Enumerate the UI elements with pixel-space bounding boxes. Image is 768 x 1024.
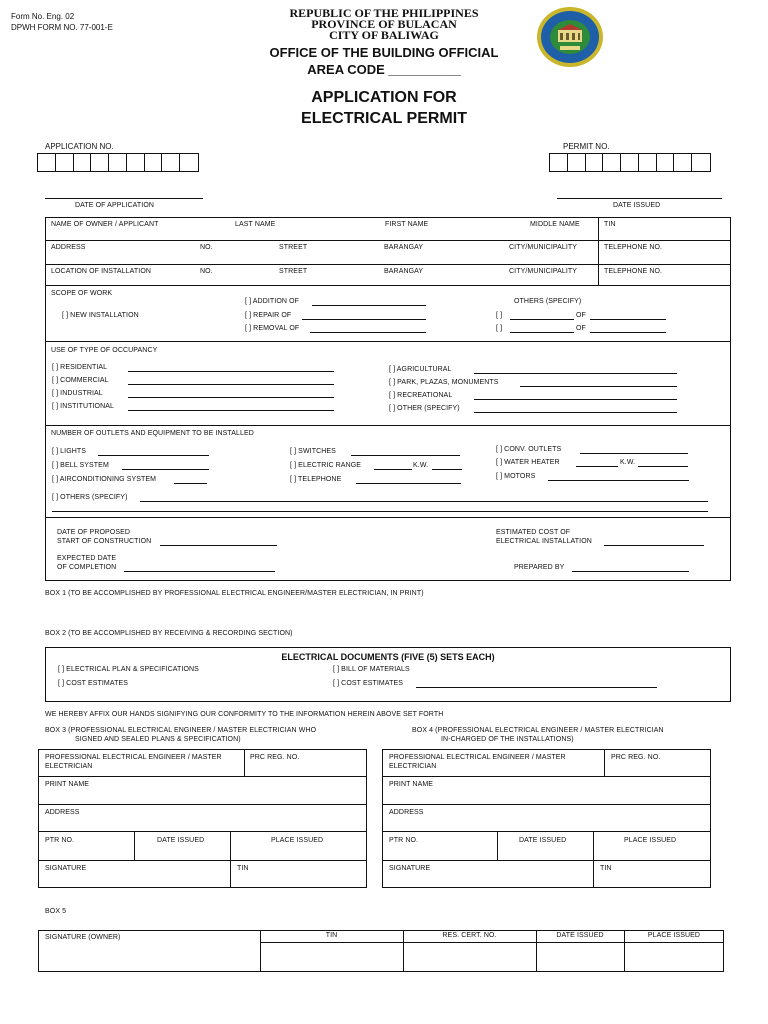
expected-date-field[interactable] — [124, 571, 275, 572]
outlets-telephone[interactable]: [ ] TELEPHONE — [290, 476, 342, 483]
box4-tin-label: TIN — [600, 865, 612, 872]
location-barangay-label: BARANGAY — [384, 268, 424, 275]
box5-date-issued-label: DATE ISSUED — [556, 932, 604, 939]
box5-res-cert-label: RES. CERT. NO. — [442, 932, 497, 939]
occupancy-commercial[interactable]: [ ] COMMERCIAL — [52, 377, 109, 384]
occupancy-label: USE OF TYPE OF OCCUPANCY — [51, 347, 158, 354]
date-issued-field[interactable] — [557, 198, 722, 199]
box5-label: BOX 5 — [45, 908, 67, 915]
header-province: PROVINCE OF BULACAN — [311, 17, 457, 31]
cost-label-1: ESTIMATED COST OF — [496, 529, 571, 536]
address-no-label: NO. — [200, 244, 213, 251]
cost-field[interactable] — [604, 545, 704, 546]
occupancy-parks[interactable]: [ ] PARK, PLAZAS, MONUMENTS — [389, 379, 499, 386]
box3-signature-label: SIGNATURE — [45, 865, 87, 872]
box5-signature-owner-label: SIGNATURE (OWNER) — [45, 934, 121, 941]
box4-ptr-label: PTR NO. — [389, 837, 419, 844]
header-area-code: AREA CODE __________ — [307, 62, 461, 77]
address-city-label: CITY/MUNICIPALITY — [509, 244, 578, 251]
scope-label: SCOPE OF WORK — [51, 290, 113, 297]
box4-heading-2: IN-CHARGED OF THE INSTALLATIONS) — [441, 736, 574, 743]
box3-date-issued-label: DATE ISSUED — [157, 837, 205, 844]
doc-bill-of-materials[interactable]: [ ] BILL OF MATERIALS — [333, 666, 410, 673]
scope-others-checkbox-2[interactable]: [ ] — [496, 325, 503, 332]
location-street-label: STREET — [279, 268, 308, 275]
city-seal-logo — [536, 6, 604, 68]
box3-place-issued-label: PLACE ISSUED — [271, 837, 324, 844]
box3-print-name-label: PRINT NAME — [45, 781, 90, 788]
address-label: ADDRESS — [51, 244, 86, 251]
owner-tin-label: TIN — [604, 221, 616, 228]
occupancy-recreational[interactable]: [ ] RECREATIONAL — [389, 392, 453, 399]
last-name-label: LAST NAME — [235, 221, 276, 228]
location-telephone-label: TELEPHONE NO. — [604, 268, 663, 275]
outlets-aircon[interactable]: [ ] AIRCONDITIONING SYSTEM — [52, 476, 157, 483]
repair-of-checkbox[interactable]: [ ] REPAIR OF — [245, 312, 292, 319]
box4-pro-label-1: PROFESSIONAL ELECTRICAL ENGINEER / MASTER — [389, 754, 566, 761]
box3-pro-label-1: PROFESSIONAL ELECTRICAL ENGINEER / MASTER — [45, 754, 222, 761]
outlets-water-heater[interactable]: [ ] WATER HEATER — [496, 459, 560, 466]
outlets-bell-system[interactable]: [ ] BELL SYSTEM — [52, 462, 109, 469]
expected-date-label-2: OF COMPLETION — [57, 564, 117, 571]
box3-tin-label: TIN — [237, 865, 249, 872]
documents-title: ELECTRICAL DOCUMENTS (FIVE (5) SETS EACH) — [281, 652, 495, 662]
box3-address-label: ADDRESS — [45, 809, 80, 816]
box4-heading-1: BOX 4 (PROFESSIONAL ELECTRICAL ENGINEER / MASTER ELECTRICIAN — [412, 727, 664, 734]
application-no-label: APPLICATION NO. — [45, 142, 114, 151]
proposed-date-label-2: START OF CONSTRUCTION — [57, 538, 152, 545]
prepared-by-field[interactable] — [572, 571, 689, 572]
location-city-label: CITY/MUNICIPALITY — [509, 268, 578, 275]
conformity-statement: WE HEREBY AFFIX OUR HANDS SIGNIFYING OUR CONFORMITY TO THE INFORMATION HEREIN ABOVE SET FORTH — [45, 711, 444, 718]
occupancy-institutional[interactable]: [ ] INSTITUTIONAL — [52, 403, 114, 410]
date-issued-label: DATE ISSUED — [613, 202, 661, 209]
scope-others-of-1: OF — [576, 312, 586, 319]
prepared-by-label: PREPARED BY — [514, 564, 565, 571]
outlets-motors[interactable]: [ ] MOTORS — [496, 473, 536, 480]
address-street-label: STREET — [279, 244, 308, 251]
address-barangay-label: BARANGAY — [384, 244, 424, 251]
box4-address-label: ADDRESS — [389, 809, 424, 816]
expected-date-label-1: EXPECTED DATE — [57, 555, 117, 562]
scope-others-label: OTHERS (SPECIFY) — [514, 298, 582, 305]
occupancy-agricultural[interactable]: [ ] AGRICULTURAL — [389, 366, 452, 373]
outlets-others[interactable]: [ ] OTHERS (SPECIFY) — [52, 494, 128, 501]
location-label: LOCATION OF INSTALLATION — [51, 268, 152, 275]
box4-prc-label: PRC REG. NO. — [611, 754, 661, 761]
box4-place-issued-label: PLACE ISSUED — [624, 837, 677, 844]
outlets-label: NUMBER OF OUTLETS AND EQUIPMENT TO BE INSTALLED — [51, 430, 254, 437]
box3-ptr-label: PTR NO. — [45, 837, 75, 844]
scope-others-of-2: OF — [576, 325, 586, 332]
outlets-switches[interactable]: [ ] SWITCHES — [290, 448, 336, 455]
doc-cost-estimates-left[interactable]: [ ] COST ESTIMATES — [58, 680, 128, 687]
form-title-line1: APPLICATION FOR — [311, 89, 457, 106]
header-city: CITY OF BALIWAG — [329, 28, 439, 42]
addition-of-checkbox[interactable]: [ ] ADDITION OF — [245, 298, 300, 305]
doc-cost-estimates-right[interactable]: [ ] COST ESTIMATES — [333, 680, 403, 687]
outlets-conv-outlets[interactable]: [ ] CONV. OUTLETS — [496, 446, 562, 453]
box3-heading-1: BOX 3 (PROFESSIONAL ELECTRICAL ENGINEER / MASTER ELECTRICIAN WHO — [45, 727, 317, 734]
middle-name-label: MIDDLE NAME — [530, 221, 580, 228]
outlets-lights[interactable]: [ ] LIGHTS — [52, 448, 87, 455]
cost-label-2: ELECTRICAL INSTALLATION — [496, 538, 592, 545]
form-title-line2: ELECTRICAL PERMIT — [301, 110, 467, 127]
header-office: OFFICE OF THE BUILDING OFFICIAL — [269, 45, 499, 60]
proposed-date-label-1: DATE OF PROPOSED — [57, 529, 131, 536]
date-of-application-label: DATE OF APPLICATION — [75, 202, 155, 209]
box1-caption: BOX 1 (TO BE ACCOMPLISHED BY PROFESSIONAL ELECTRICAL ENGINEER/MASTER ELECTRICIAN, IN PRINT) — [45, 590, 424, 597]
box2-caption: BOX 2 (TO BE ACCOMPLISHED BY RECEIVING & RECORDING SECTION) — [45, 630, 293, 637]
occupancy-industrial[interactable]: [ ] INDUSTRIAL — [52, 390, 103, 397]
box4-print-name-label: PRINT NAME — [389, 781, 434, 788]
owner-name-label: NAME OF OWNER / APPLICANT — [51, 221, 159, 228]
permit-no-field[interactable] — [549, 153, 711, 172]
first-name-label: FIRST NAME — [385, 221, 429, 228]
new-installation-checkbox[interactable]: [ ] NEW INSTALLATION — [62, 312, 139, 319]
box4-date-issued-label: DATE ISSUED — [519, 837, 567, 844]
date-of-application-field[interactable] — [45, 198, 203, 199]
outlets-electric-range[interactable]: [ ] ELECTRIC RANGE — [290, 462, 362, 469]
address-telephone-label: TELEPHONE NO. — [604, 244, 663, 251]
occupancy-other[interactable]: [ ] OTHER (SPECIFY) — [389, 405, 460, 412]
form-number: Form No. Eng. 02 — [11, 12, 75, 21]
proposed-date-field[interactable] — [160, 545, 277, 546]
header-republic: REPUBLIC OF THE PHILIPPINES — [289, 6, 479, 20]
box5-tin-label: TIN — [325, 932, 338, 939]
box3-heading-2: SIGNED AND SEALED PLANS & SPECIFICATION) — [75, 736, 241, 743]
electric-range-unit: K.W. — [413, 462, 429, 469]
box3-prc-label: PRC REG. NO. — [250, 754, 300, 761]
permit-no-label: PERMIT NO. — [563, 142, 610, 151]
location-no-label: NO. — [200, 268, 213, 275]
removal-of-checkbox[interactable]: [ ] REMOVAL OF — [245, 325, 300, 332]
water-heater-unit: K.W. — [620, 459, 636, 466]
occupancy-residential[interactable]: [ ] RESIDENTIAL — [52, 364, 108, 371]
dpwh-form-number: DPWH FORM NO. 77-001-E — [11, 23, 113, 32]
scope-others-checkbox-1[interactable]: [ ] — [496, 312, 503, 319]
box4-pro-label-2: ELECTRICIAN — [389, 763, 437, 770]
application-no-field[interactable] — [37, 153, 199, 172]
box4-signature-label: SIGNATURE — [389, 865, 431, 872]
box3-pro-label-2: ELECTRICIAN — [45, 763, 93, 770]
doc-electrical-plan[interactable]: [ ] ELECTRICAL PLAN & SPECIFICATIONS — [58, 666, 199, 673]
box5-place-issued-label: PLACE ISSUED — [647, 932, 701, 939]
